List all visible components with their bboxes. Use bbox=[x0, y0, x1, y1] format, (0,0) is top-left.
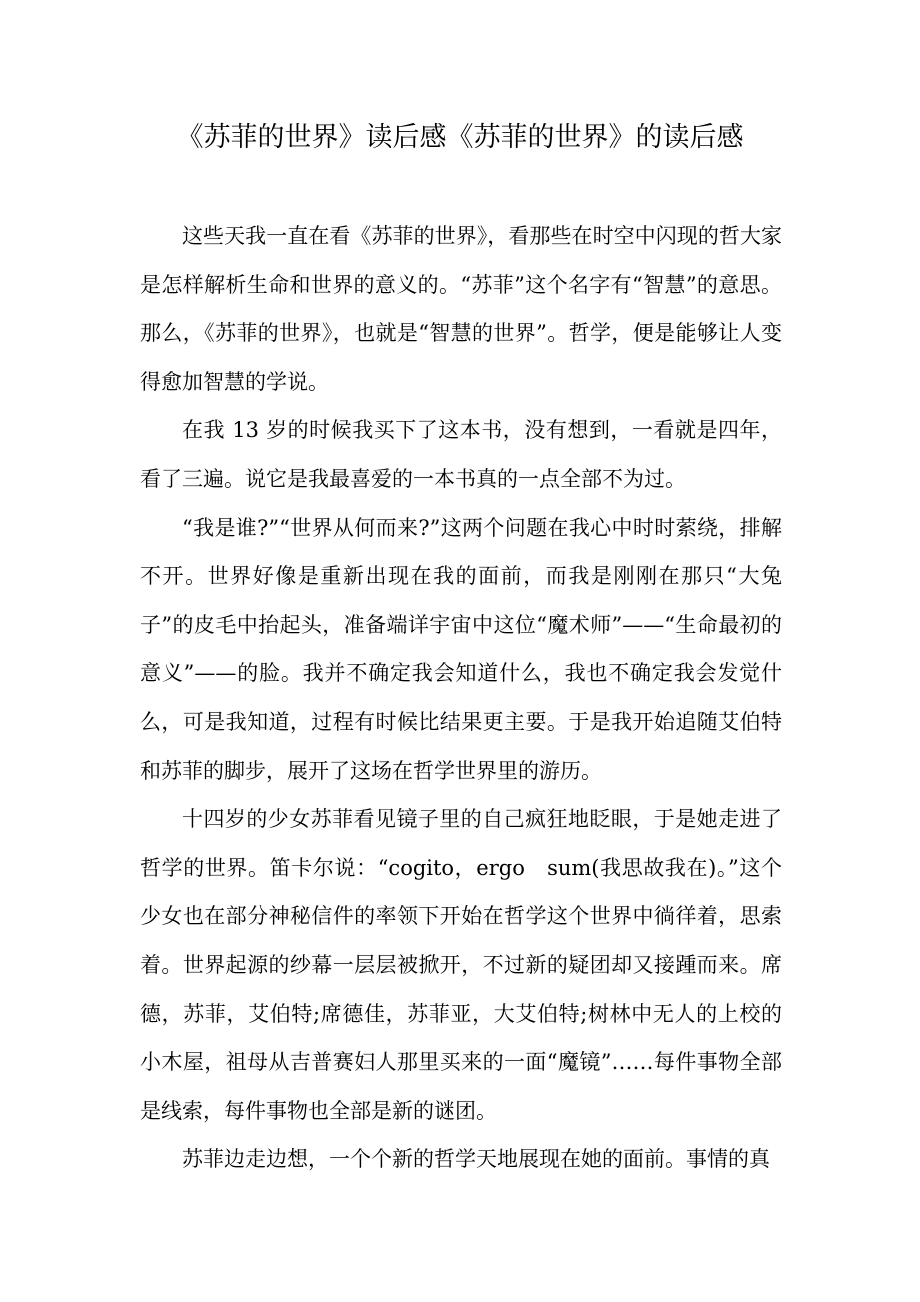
document-body bbox=[140, 212, 782, 1184]
paragraph-5: 苏菲边走边想，一个个新的哲学天地展现在她的面前。事情的真 bbox=[182, 1147, 770, 1172]
paragraph-3: “我是谁?”“世界从何而来?”这两个问题在我心中时时萦绕，排解不开。世界好像是重新出现在我的面前，而我是刚刚在那只“大兔子”的皮毛中抬起头，准备端详宇宙中这位“魔术师”——“生命最初的意义”——的脸。我并不确定我会知道什么，我也不确定我会发觉什么，可是我知道，过程有时候比结果更主要。于是我开始追随艾伯特和苏菲的脚步，展开了这场在哲学世界里的游历。 bbox=[140, 515, 782, 783]
paragraph-4: 十四岁的少女苏菲看见镜子里的自己疯狂地眨眼，于是她走进了哲学的世界。笛卡尔说：“cogito，ergo sum(我思故我在)。”这个少女也在部分神秘信件的率领下开始在哲学这个世界中徜徉着，思索着。世界起源的纱幕一层层被掀开，不过新的疑团却又接踵而来。席德，苏菲，艾伯特;席德佳，苏菲亚，大艾伯特;树林中无人的上校的小木屋，祖母从吉普赛妇人那里买来的一面“魔镜”……每件事物全部是线索，每件事物也全部是新的谜团。 bbox=[140, 807, 782, 1123]
document-title: 《苏菲的世界》读后感《苏菲的世界》的读后感 bbox=[176, 122, 744, 153]
paragraph-2: 在我 13 岁的时候我买下了这本书，没有想到，一看就是四年，看了三遍。说它是我最喜爱的一本书真的一点全部不为过。 bbox=[140, 418, 782, 491]
paragraph-1: 这些天我一直在看《苏菲的世界》，看那些在时空中闪现的哲大家是怎样解析生命和世界的意义的。“苏菲”这个名字有“智慧”的意思。那么，《苏菲的世界》，也就是“智慧的世界”。哲学，便是能够让人变得愈加智慧的学说。 bbox=[140, 224, 782, 394]
